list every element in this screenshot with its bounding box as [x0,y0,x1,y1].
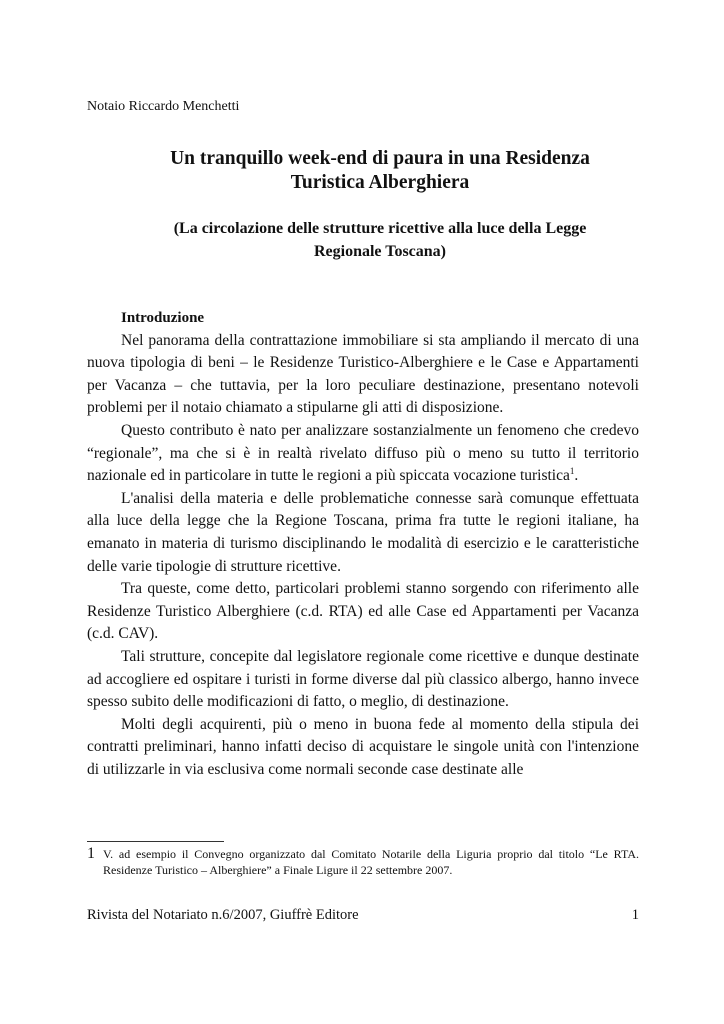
page-number: 1 [631,907,639,923]
paragraph-1: Nel panorama della contrattazione immobiliare si sta ampliando il mercato di una nuova tipologia di beni – le Residenze Turistico-Alberghiere e le Case e Appartamenti per Vacanza – che tuttavia, per la loro peculiare destinazione, presentano notevoli problemi per il notaio chiamato a stipularne gli atti di disposizione. [87,331,639,417]
title-line-1: Un tranquillo week-end di paura in una Residenza [170,148,590,169]
footnote-number: 1 [87,845,95,862]
subtitle-line-1: (La circolazione delle strutture ricettive alla luce della Legge [173,220,587,237]
paragraph-2-text: Questo contributo è nato per analizzare sostanzialmente un fenomeno che credevo “regionale”, ma che si è in realtà rivelato diffuso più o meno su tutto il territorio nazionale ed in particolare in tutte le regioni a più spiccata vocazione turistica [87,421,639,485]
footnote-separator [87,841,224,842]
footnote [87,846,639,878]
paragraph-5: Tali strutture, concepite dal legislatore regionale come ricettive e dunque destinate ad accogliere ed ospitare i turisti in forme diverse dal più classico albergo, hanno invece spesso subito delle modificazioni di fatto, o meglio, di destinazione. [87,647,639,711]
paragraph-6: Molti degli acquirenti, più o meno in buona fede al momento della stipula dei contratti preliminari, hanno infatti deciso di acquistare le singole unità con l'intenzione di utilizzarle in via esclusiva come normali seconde case destinate alle [87,715,639,778]
document-title [100,147,660,195]
title-line-2: Turistica Alberghiera [290,172,470,193]
document-subtitle [100,217,660,263]
paragraph-2-suffix: . [574,467,579,485]
section-heading: Introduzione [121,310,205,326]
journal-citation: Rivista del Notariato n.6/2007, Giuffrè Editore [87,907,359,923]
body-text [87,307,639,781]
author-line: Notaio Riccardo Menchetti [87,99,240,114]
paragraph-3: L'analisi della materia e delle problematiche connesse sarà comunque effettuata alla luce della legge che la Regione Toscana, prima fra tutte le regioni italiane, ha emanato in materia di turismo disciplinando le modalità di esercizio e le caratteristiche delle varie tipologie di strutture ricettive. [87,489,639,575]
footnote-text: V. ad esempio il Convegno organizzato dal Comitato Notarile della Liguria proprio dal titolo “Le RTA. Residenze Turistico – Alberghiere” a Finale Ligure il 22 settembre 2007. [103,847,639,877]
subtitle-line-2: Regionale Toscana) [313,243,446,260]
paragraph-4: Tra queste, come detto, particolari problemi stanno sorgendo con riferimento alle Residenze Turistico Alberghiere (c.d. RTA) ed alle Case ed Appartamenti per Vacanza (c.d. CAV). [87,580,639,643]
page-footer [87,907,639,924]
footnote-reference[interactable]: 1 [569,466,575,476]
paragraph-2 [87,420,639,488]
